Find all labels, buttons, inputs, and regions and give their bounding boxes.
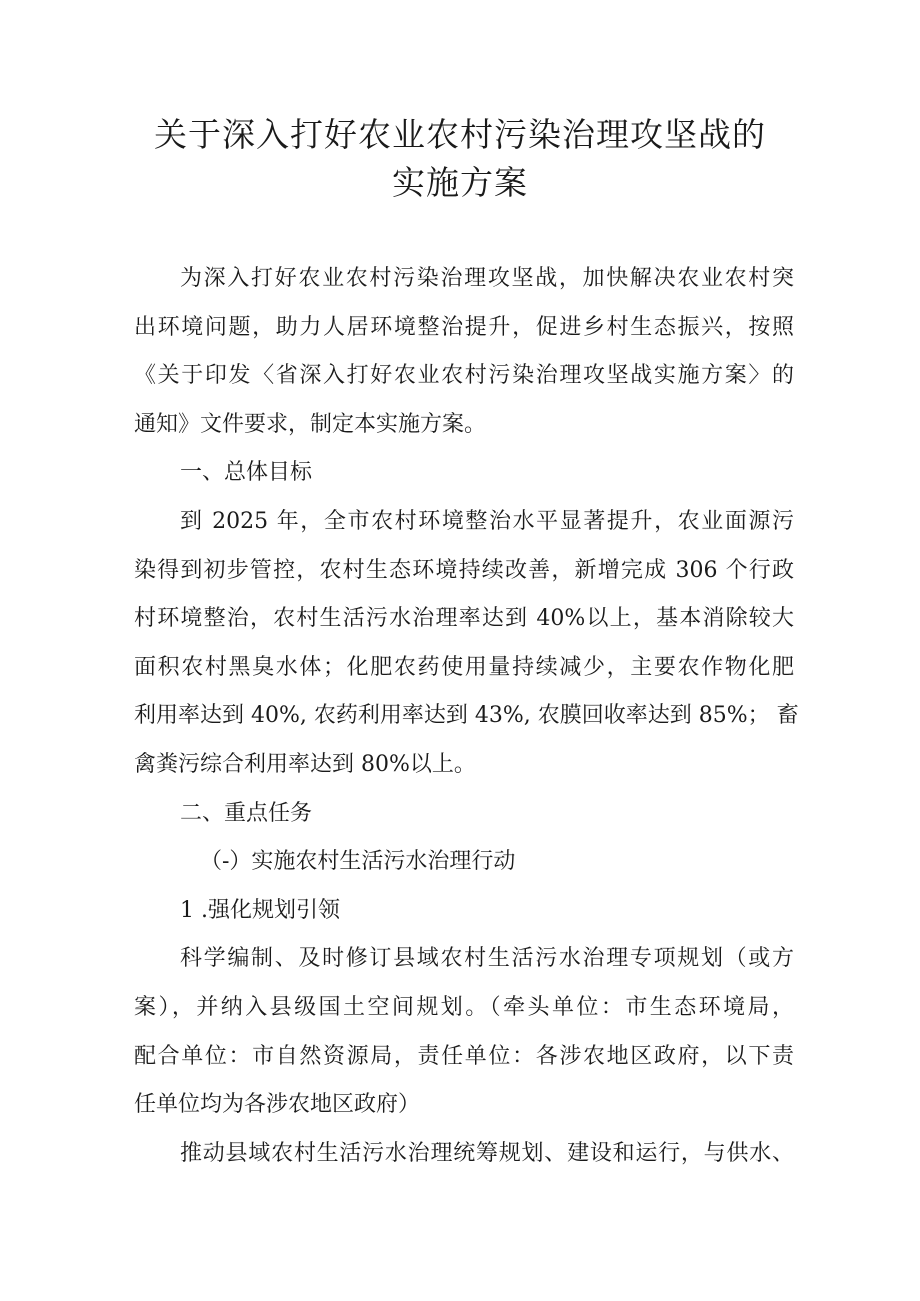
paragraph-planning-line: 任单位均为各涉农地区政府） [134,1092,421,1118]
document-title-line-1: 关于深入打好农业农村污染治理攻坚战的 [154,115,766,154]
paragraph-intro-line: 出环境问题，助力人居环境整治提升，促进乡村生态振兴，按照 [134,314,794,340]
subsection-heading-sewage-action: （-）实施农村生活污水治理行动 [200,849,516,875]
document-body [134,255,799,1178]
paragraph-goals-line: 村环境整治，农村生活污水治理率达到 40%以上，基本消除较大 [134,606,794,632]
paragraph-intro-line: 为深入打好农业农村污染治理攻坚战，加快解决农业农村突 [180,266,794,291]
paragraph-goals-line: 到 2025 年，全市农村环境整治水平显著提升，农业面源污 [180,508,794,534]
paragraph-planning-line: 案），并纳入县级国土空间规划。（牵头单位：市生态环境局， [134,994,794,1020]
paragraph-goals-line: 禽粪污综合利用率达到 80%以上。 [134,751,476,777]
paragraph-intro-line: 通知》文件要求，制定本实施方案。 [134,411,487,437]
paragraph-intro-line: 《关于印发〈省深入打好农业农村污染治理攻坚战实施方案〉的 [134,363,794,389]
paragraph-planning-line: 科学编制、及时修订县域农村生活污水治理专项规划（或方 [180,946,794,972]
paragraph-goals-line: 利用率达到 40%, 农药利用率达到 43%, 农膜回收率达到 85%； 畜 [134,703,799,729]
document-title-line-2: 实施方案 [392,163,528,202]
paragraph-goals-line: 染得到初步管控，农村生态环境持续改善，新增完成 306 个行政 [134,557,794,583]
section-heading-overall-goals: 一、总体目标 [180,460,313,486]
paragraph-planning-line: 配合单位：市自然资源局，责任单位：各涉农地区政府，以下责 [134,1043,794,1069]
paragraph-goals-line: 面积农村黑臭水体；化肥农药使用量持续减少，主要农作物化肥 [134,654,794,680]
item-heading-planning: 1 .强化规划引领 [180,897,340,923]
section-heading-key-tasks: 二、重点任务 [180,800,313,826]
paragraph-promote-line: 推动县域农村生活污水治理统筹规划、建设和运行，与供水、 [180,1140,794,1166]
